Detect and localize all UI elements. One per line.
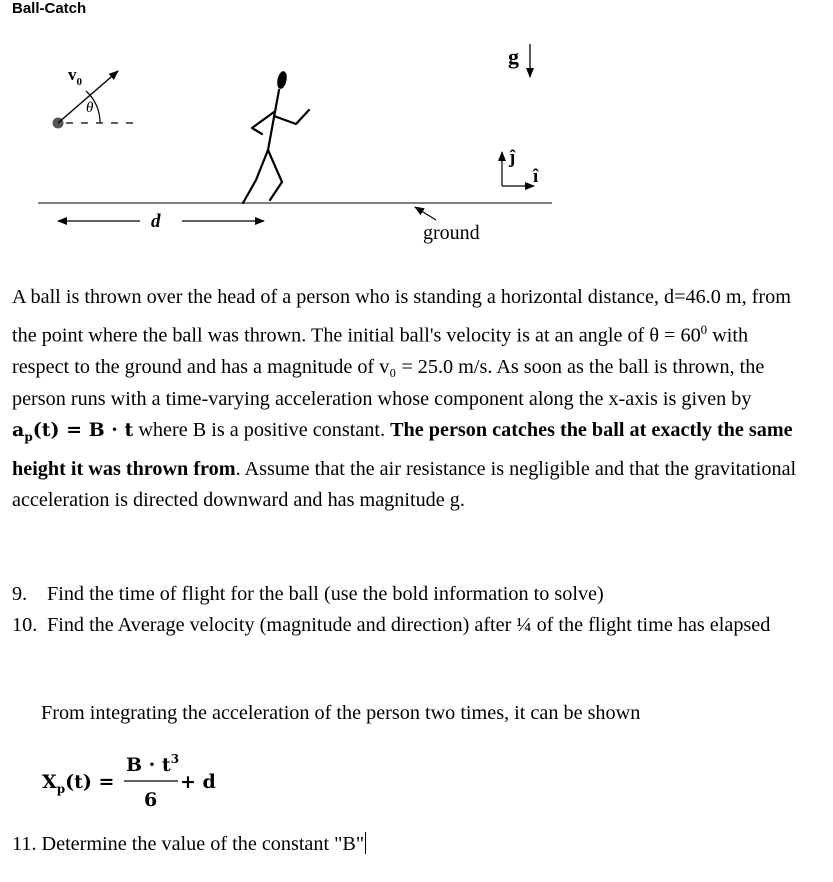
ground-label: ground: [423, 222, 480, 244]
ball-catch-diagram: [0, 30, 600, 255]
question-number: 10.: [12, 614, 38, 636]
question-text: Find the Average velocity (magnitude and direction) after ¼ of the flight time has elapsed: [47, 614, 771, 636]
equation-numerator: $B \cdot t^3$: [126, 752, 180, 776]
problem-text-part-1: A ball is thrown over the head of a person who is standing a horizontal distance, d=46.0 m, from the point where the ball was thrown. The initial ball's velocity is at an angle of θ = 60: [12, 286, 791, 347]
problem-text-part-2: with respect to the ground and has a magnitude of v₀ = 25.0 m/s. As soon as the ball is thrown, the person runs with a time-varying acceleration whose component along the x-axis is given by: [12, 324, 765, 410]
theta-label: θ: [86, 100, 94, 116]
acceleration-expression: $a_p(t) = B \cdot t$: [12, 419, 134, 444]
text-cursor: [365, 832, 366, 854]
distance-label: d: [151, 211, 161, 232]
equation-denominator: 6: [144, 789, 158, 811]
equation-lhs: $X_p(t)$ =: [42, 771, 115, 796]
problem-text-part-3: where B is a positive constant.: [133, 419, 391, 442]
bold-key-info: The person catches the ball at exactly the same height it was thrown from: [12, 419, 793, 480]
equation-tail: + d: [180, 771, 216, 793]
ground-pointer-arrow: [415, 207, 436, 220]
unit-vector-i-label: î: [533, 166, 539, 187]
page-title: Ball-Catch: [12, 0, 87, 17]
question-number: 9.: [12, 583, 28, 605]
question-11[interactable]: [12, 832, 366, 856]
degree-mark: 0: [700, 321, 708, 337]
integration-intro: From integrating the acceleration of the person two times, it can be shown: [41, 702, 641, 724]
problem-statement: [12, 282, 802, 517]
question-11-text: 11. Determine the value of the constant "B": [12, 833, 365, 855]
question-text: Find the time of flight for the ball (use the bold information to solve): [47, 583, 604, 605]
question-10: [12, 610, 802, 641]
person-figure: [243, 70, 309, 203]
question-9: [12, 579, 802, 610]
question-list: [12, 579, 802, 641]
v0-label: $v_0$: [68, 65, 82, 88]
problem-text-part-4: . Assume that the air resistance is negligible and that the gravitational acceleration is directed downward and has magnitude g.: [12, 457, 797, 512]
gravity-label: g: [508, 44, 519, 69]
unit-vector-j-label: ĵ: [509, 147, 516, 168]
position-equation: [40, 748, 240, 818]
